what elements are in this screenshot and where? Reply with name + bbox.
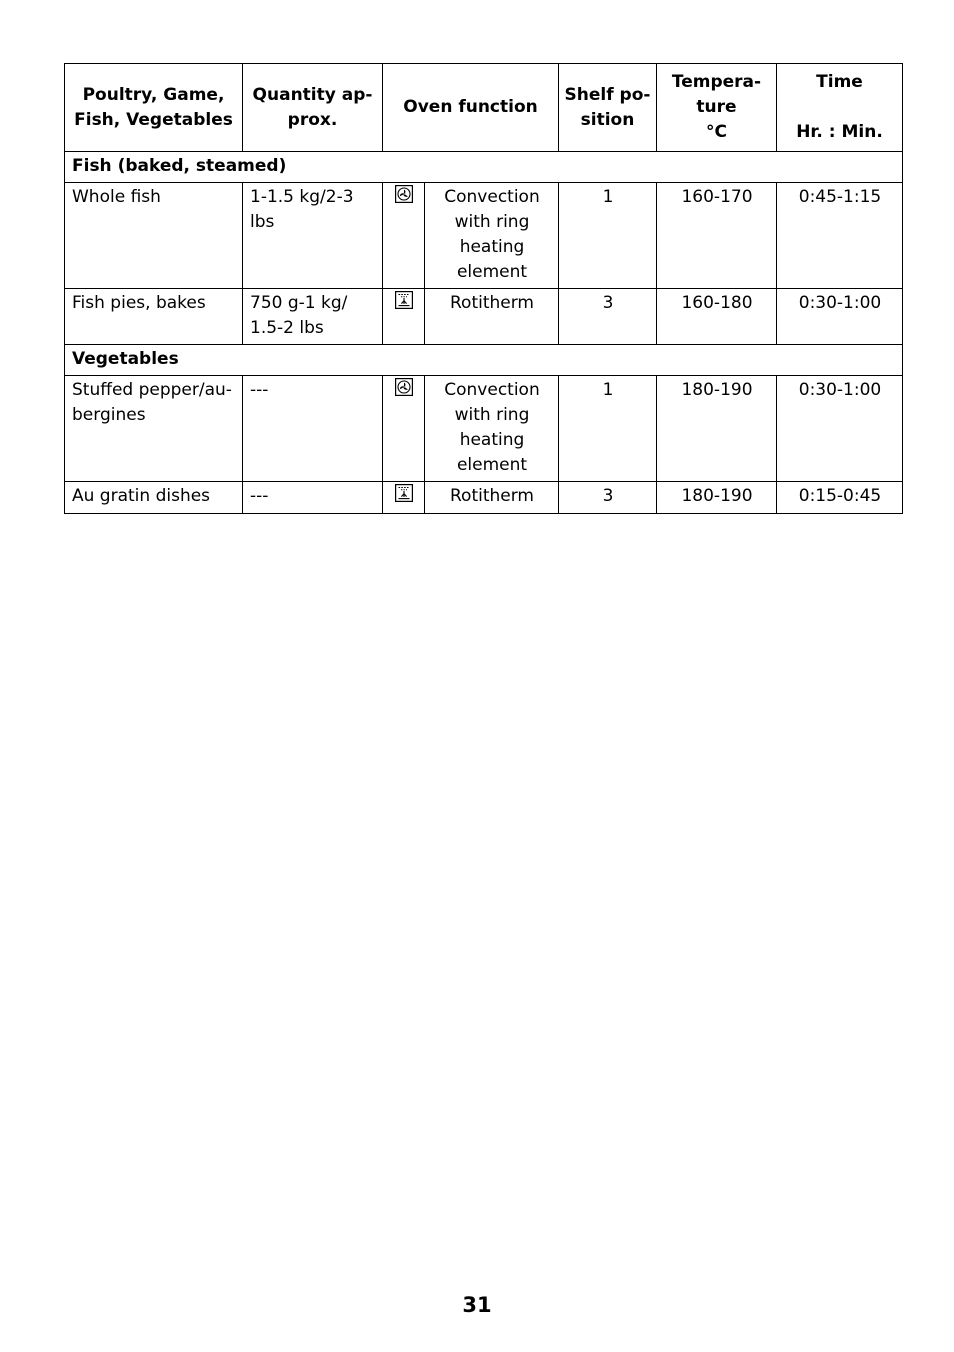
quantity-cell: 750 g-1 kg/ 1.5-2 lbs — [243, 289, 383, 345]
function-icon-cell — [383, 183, 425, 289]
section-title: Fish (baked, steamed) — [65, 152, 903, 183]
quantity-cell: 1-1.5 kg/2-3 lbs — [243, 183, 383, 289]
shelf-cell: 3 — [559, 482, 657, 514]
header-oven-function: Oven function — [383, 64, 559, 152]
time-cell: 0:30-1:00 — [777, 289, 903, 345]
temperature-cell: 160-170 — [657, 183, 777, 289]
time-cell: 0:15-0:45 — [777, 482, 903, 514]
convection-ring-icon — [395, 378, 413, 396]
food-cell: Stuffed pepper/au- bergines — [65, 376, 243, 482]
section-row-fish — [65, 152, 903, 183]
header-row — [65, 64, 903, 152]
food-cell: Whole fish — [65, 183, 243, 289]
time-cell: 0:30-1:00 — [777, 376, 903, 482]
function-icon-cell — [383, 376, 425, 482]
section-row-vegetables — [65, 345, 903, 376]
shelf-cell: 1 — [559, 183, 657, 289]
function-cell: Convection with ring heating element — [425, 183, 559, 289]
function-cell: Convection with ring heating element — [425, 376, 559, 482]
function-icon-cell — [383, 289, 425, 345]
temperature-cell: 180-190 — [657, 482, 777, 514]
function-cell: Rotitherm — [425, 289, 559, 345]
header-time: Time Hr. : Min. — [777, 64, 903, 152]
food-cell: Fish pies, bakes — [65, 289, 243, 345]
table-row — [65, 289, 903, 345]
header-food: Poultry, Game, Fish, Vegetables — [65, 64, 243, 152]
function-icon-cell — [383, 482, 425, 514]
food-cell: Au gratin dishes — [65, 482, 243, 514]
time-cell: 0:45-1:15 — [777, 183, 903, 289]
rotitherm-icon — [395, 291, 413, 309]
table-row — [65, 376, 903, 482]
section-title: Vegetables — [65, 345, 903, 376]
table-row — [65, 183, 903, 289]
page-number: 31 — [462, 1293, 492, 1317]
quantity-cell: --- — [243, 376, 383, 482]
table-row — [65, 482, 903, 514]
header-shelf: Shelf po- sition — [559, 64, 657, 152]
function-cell: Rotitherm — [425, 482, 559, 514]
quantity-cell: --- — [243, 482, 383, 514]
temperature-cell: 160-180 — [657, 289, 777, 345]
shelf-cell: 3 — [559, 289, 657, 345]
rotitherm-icon — [395, 484, 413, 502]
temperature-cell: 180-190 — [657, 376, 777, 482]
convection-ring-icon — [395, 185, 413, 203]
shelf-cell: 1 — [559, 376, 657, 482]
header-temperature: Tempera- ture °C — [657, 64, 777, 152]
header-quantity: Quantity ap- prox. — [243, 64, 383, 152]
cooking-table — [64, 63, 903, 514]
